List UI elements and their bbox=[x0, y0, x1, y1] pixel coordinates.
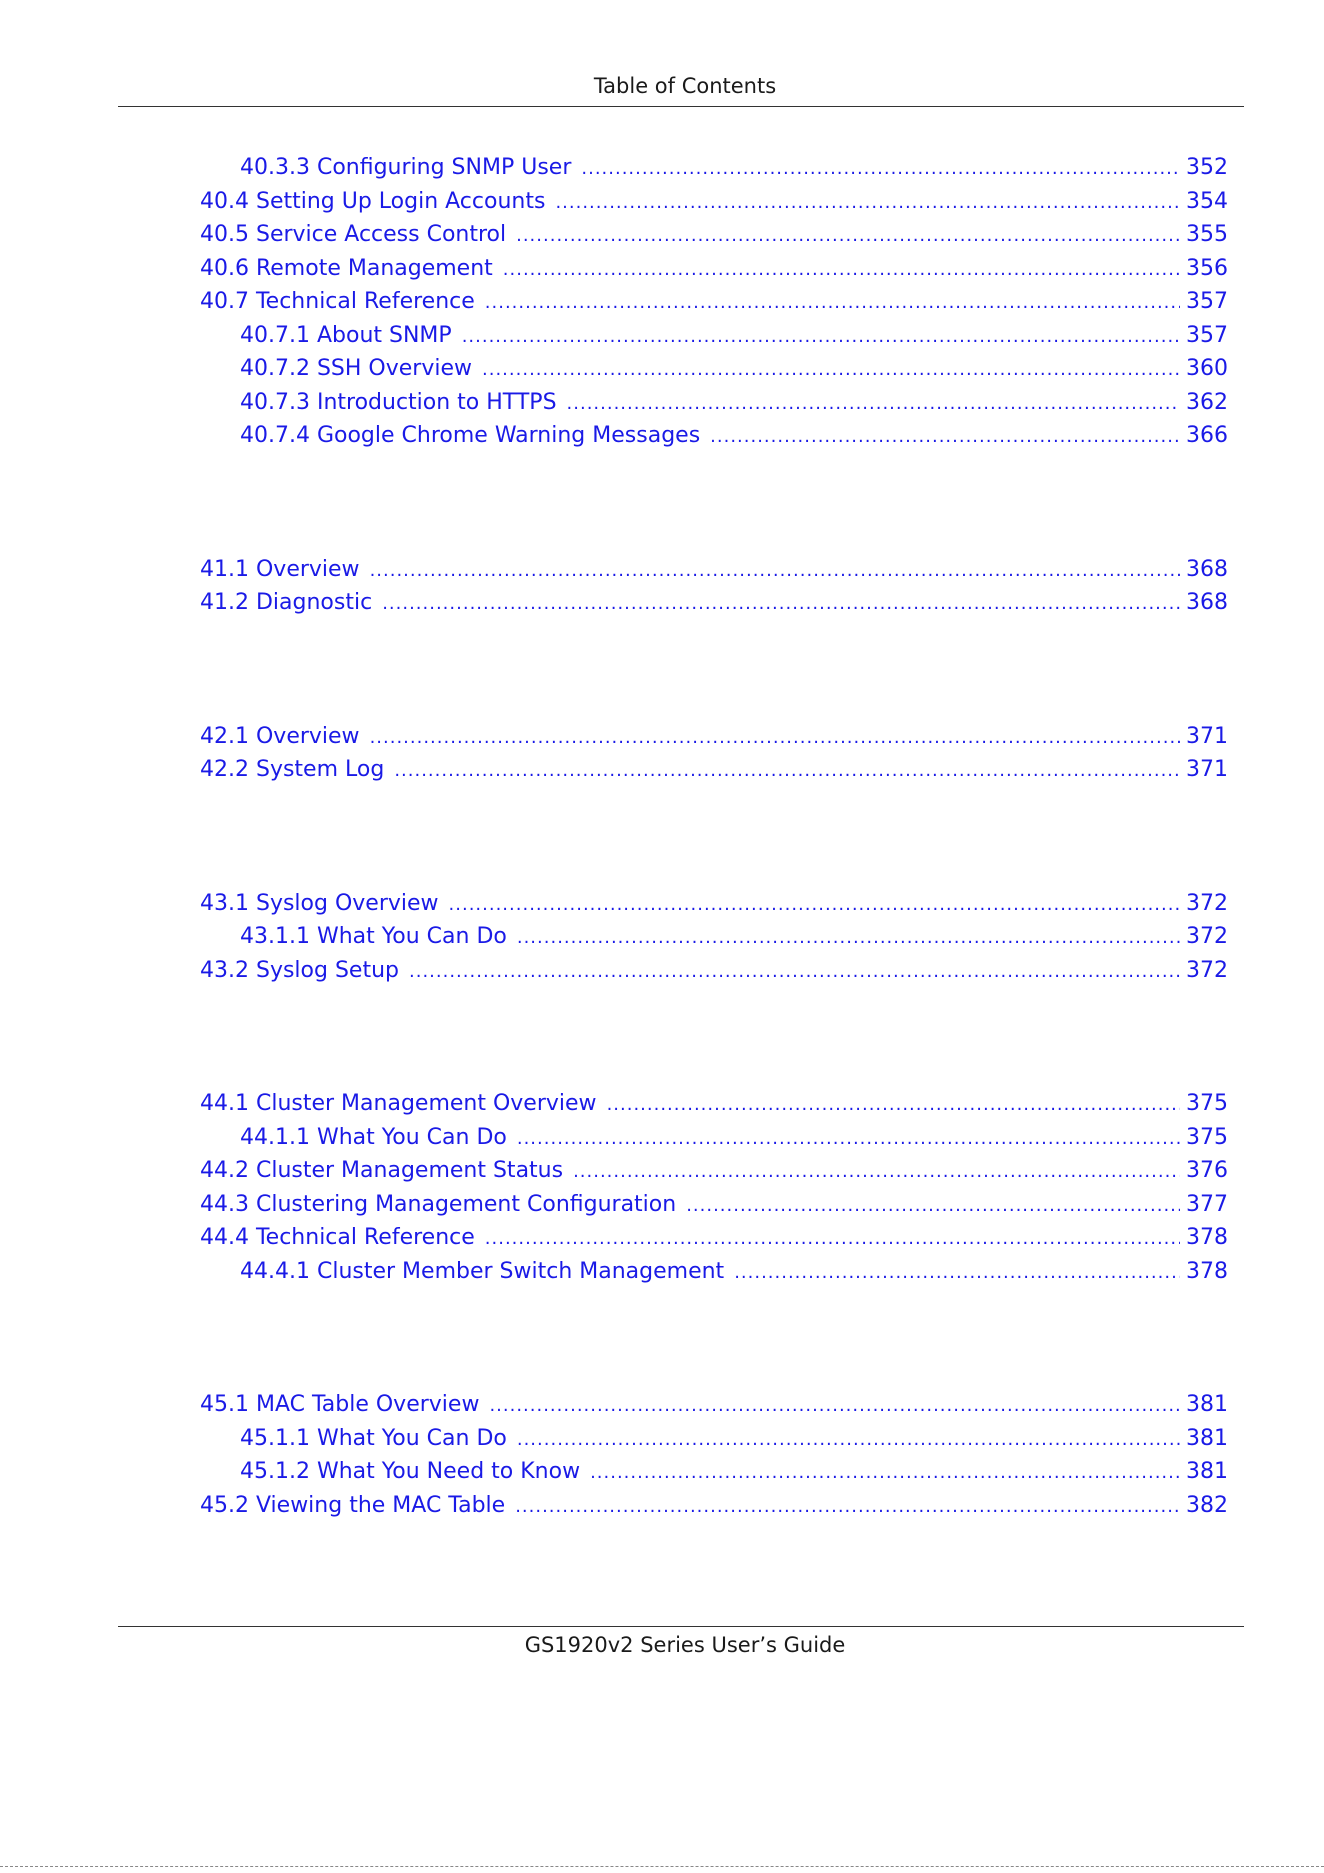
toc-entry-page-number-link[interactable]: 360 bbox=[1186, 356, 1228, 381]
toc-entry-page-number-link[interactable]: 352 bbox=[1186, 155, 1228, 180]
dot-leader bbox=[710, 420, 1180, 454]
dot-leader bbox=[382, 587, 1180, 621]
toc-entry-title-link[interactable]: 41.2 Diagnostic bbox=[200, 590, 373, 615]
dot-leader bbox=[567, 387, 1180, 421]
toc-group bbox=[200, 553, 1228, 620]
toc-entry[interactable] bbox=[200, 386, 1228, 420]
dot-leader bbox=[449, 888, 1180, 922]
toc-entry-title-link[interactable]: 42.2 System Log bbox=[200, 757, 385, 782]
toc-entry[interactable] bbox=[200, 1154, 1228, 1188]
toc-group bbox=[200, 1388, 1228, 1522]
toc-entry-title-link[interactable]: 44.3 Clustering Management Configuration bbox=[200, 1191, 677, 1217]
toc-entry-page-number-link[interactable]: 378 bbox=[1186, 1225, 1228, 1250]
toc-entry-page-number-link[interactable]: 368 bbox=[1186, 590, 1228, 615]
toc-entry[interactable] bbox=[200, 1422, 1228, 1456]
toc-entry-page-number-link[interactable]: 357 bbox=[1186, 322, 1228, 348]
toc-entry-title-link[interactable]: 44.4.1 Cluster Member Switch Management bbox=[240, 1258, 725, 1284]
dot-leader bbox=[734, 1256, 1180, 1290]
toc-entry[interactable] bbox=[200, 151, 1228, 185]
toc-entry-title-link[interactable]: 40.7.3 Introduction to HTTPS bbox=[240, 389, 557, 415]
toc-entry[interactable] bbox=[200, 419, 1228, 453]
toc-entry-title-link[interactable]: 43.1.1 What You Can Do bbox=[240, 924, 507, 949]
toc-entry-title-link[interactable]: 40.4 Setting Up Login Accounts bbox=[200, 188, 546, 214]
footer-title: GS1920v2 Series User’s Guide bbox=[524, 1633, 846, 1657]
toc-entry-page-number-link[interactable]: 357 bbox=[1186, 289, 1228, 314]
dot-leader bbox=[394, 754, 1180, 788]
toc-entry[interactable] bbox=[200, 185, 1228, 219]
toc-group bbox=[200, 151, 1228, 453]
toc-entry[interactable] bbox=[200, 586, 1228, 620]
toc-entry-page-number-link[interactable]: 368 bbox=[1186, 556, 1228, 582]
dot-leader bbox=[607, 1088, 1180, 1122]
dot-leader bbox=[370, 721, 1180, 755]
toc-entry-title-link[interactable]: 40.3.3 Configuring SNMP User bbox=[240, 155, 572, 180]
toc-group bbox=[200, 720, 1228, 787]
toc-entry[interactable] bbox=[200, 1221, 1228, 1255]
dot-leader bbox=[517, 1122, 1180, 1156]
toc-entry[interactable] bbox=[200, 218, 1228, 252]
toc-entry-page-number-link[interactable]: 382 bbox=[1186, 1492, 1228, 1518]
dot-leader bbox=[581, 152, 1180, 186]
dot-leader bbox=[515, 1490, 1180, 1524]
toc-entry[interactable] bbox=[200, 285, 1228, 319]
toc-entry-title-link[interactable]: 45.1.1 What You Can Do bbox=[240, 1425, 507, 1451]
toc-entry-page-number-link[interactable]: 372 bbox=[1186, 924, 1228, 949]
toc-entry-page-number-link[interactable]: 372 bbox=[1186, 890, 1228, 916]
dot-leader bbox=[462, 320, 1180, 354]
toc-entry-page-number-link[interactable]: 354 bbox=[1186, 188, 1228, 214]
toc-entry-title-link[interactable]: 45.2 Viewing the MAC Table bbox=[200, 1492, 506, 1518]
toc-entry-page-number-link[interactable]: 371 bbox=[1186, 723, 1228, 749]
dot-leader bbox=[409, 955, 1180, 989]
toc-entry-page-number-link[interactable]: 375 bbox=[1186, 1124, 1228, 1150]
toc-entry-page-number-link[interactable]: 378 bbox=[1186, 1258, 1228, 1284]
toc-entry-page-number-link[interactable]: 355 bbox=[1186, 222, 1228, 247]
toc-entry-title-link[interactable]: 45.1 MAC Table Overview bbox=[200, 1392, 480, 1417]
toc-entry-title-link[interactable]: 40.7 Technical Reference bbox=[200, 289, 475, 314]
toc-entry[interactable] bbox=[200, 1455, 1228, 1489]
toc-group bbox=[200, 1087, 1228, 1288]
toc-entry[interactable] bbox=[200, 1188, 1228, 1222]
toc-entry-title-link[interactable]: 44.1 Cluster Management Overview bbox=[200, 1091, 597, 1116]
toc-entry-title-link[interactable]: 40.5 Service Access Control bbox=[200, 222, 507, 247]
toc-entry-title-link[interactable]: 40.7.1 About SNMP bbox=[240, 322, 452, 348]
toc-entry[interactable] bbox=[200, 252, 1228, 286]
header-divider bbox=[118, 106, 1244, 107]
toc-entry[interactable] bbox=[200, 1255, 1228, 1289]
toc-group bbox=[200, 887, 1228, 988]
toc-entry-title-link[interactable]: 43.2 Syslog Setup bbox=[200, 957, 399, 983]
dot-leader bbox=[517, 921, 1180, 955]
toc-entry-page-number-link[interactable]: 381 bbox=[1186, 1459, 1228, 1484]
toc-entry-title-link[interactable]: 40.7.2 SSH Overview bbox=[240, 356, 473, 381]
toc-entry-title-link[interactable]: 40.7.4 Google Chrome Warning Messages bbox=[240, 423, 701, 448]
toc-entry[interactable] bbox=[200, 1121, 1228, 1155]
toc-entry-title-link[interactable]: 44.4 Technical Reference bbox=[200, 1225, 475, 1250]
toc-entry[interactable] bbox=[200, 1388, 1228, 1422]
dot-leader bbox=[686, 1189, 1180, 1223]
toc-entry-title-link[interactable]: 44.2 Cluster Management Status bbox=[200, 1158, 564, 1183]
dot-leader bbox=[485, 286, 1180, 320]
toc-entry[interactable] bbox=[200, 720, 1228, 754]
dot-leader bbox=[573, 1155, 1180, 1189]
toc-entry[interactable] bbox=[200, 1489, 1228, 1523]
toc-entry[interactable] bbox=[200, 1087, 1228, 1121]
toc-entry[interactable] bbox=[200, 352, 1228, 386]
dot-leader bbox=[590, 1456, 1180, 1490]
dot-leader bbox=[482, 353, 1180, 387]
toc-entry[interactable] bbox=[200, 753, 1228, 787]
dot-leader bbox=[489, 1389, 1180, 1423]
toc-entry[interactable] bbox=[200, 319, 1228, 353]
toc-entry-title-link[interactable]: 44.1.1 What You Can Do bbox=[240, 1124, 507, 1150]
table-of-contents bbox=[200, 151, 1228, 1522]
toc-entry-page-number-link[interactable]: 377 bbox=[1186, 1191, 1228, 1217]
dot-leader bbox=[503, 253, 1180, 287]
toc-entry-page-number-link[interactable]: 356 bbox=[1186, 255, 1228, 281]
header-title: Table of Contents bbox=[593, 74, 777, 98]
dot-leader bbox=[370, 554, 1180, 588]
toc-entry-title-link[interactable]: 43.1 Syslog Overview bbox=[200, 890, 439, 916]
toc-entry-page-number-link[interactable]: 372 bbox=[1186, 957, 1228, 983]
toc-entry[interactable] bbox=[200, 954, 1228, 988]
toc-entry-title-link[interactable]: 41.1 Overview bbox=[200, 556, 360, 582]
toc-entry-title-link[interactable]: 40.6 Remote Management bbox=[200, 255, 493, 281]
toc-entry[interactable] bbox=[200, 887, 1228, 921]
dot-leader bbox=[485, 1222, 1180, 1256]
toc-entry[interactable] bbox=[200, 920, 1228, 954]
toc-entry-page-number-link[interactable]: 366 bbox=[1186, 423, 1228, 448]
toc-entry-page-number-link[interactable]: 362 bbox=[1186, 389, 1228, 415]
dot-leader bbox=[555, 186, 1180, 220]
toc-entry[interactable] bbox=[200, 553, 1228, 587]
toc-entry-page-number-link[interactable]: 376 bbox=[1186, 1158, 1228, 1183]
toc-entry-page-number-link[interactable]: 371 bbox=[1186, 757, 1228, 782]
dot-leader bbox=[517, 1423, 1180, 1457]
toc-entry-page-number-link[interactable]: 381 bbox=[1186, 1392, 1228, 1417]
toc-entry-title-link[interactable]: 42.1 Overview bbox=[200, 723, 360, 749]
dot-leader bbox=[516, 219, 1180, 253]
toc-entry-title-link[interactable]: 45.1.2 What You Need to Know bbox=[240, 1459, 581, 1484]
toc-entry-page-number-link[interactable]: 381 bbox=[1186, 1425, 1228, 1451]
toc-entry-page-number-link[interactable]: 375 bbox=[1186, 1091, 1228, 1116]
